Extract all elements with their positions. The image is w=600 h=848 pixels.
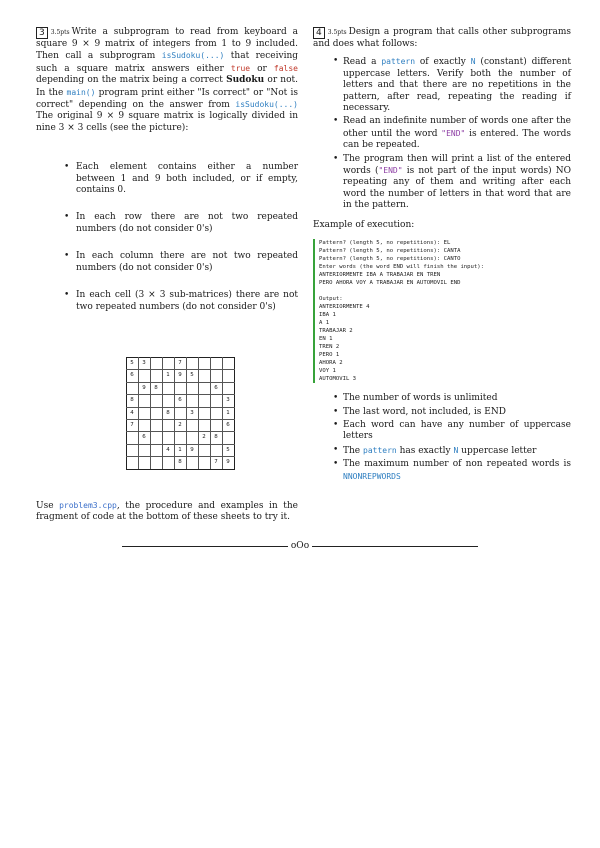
code-n: N xyxy=(470,57,476,67)
sudoku-cell xyxy=(210,419,222,431)
text: of exactly xyxy=(415,57,471,68)
text: or xyxy=(250,63,274,74)
problem-3 xyxy=(36,27,298,523)
sudoku-cell xyxy=(162,395,174,407)
sudoku-cell xyxy=(150,457,162,469)
sudoku-cell xyxy=(222,357,234,369)
problem-number: 4 xyxy=(313,27,325,39)
sudoku-cell xyxy=(138,395,150,407)
requirements-list xyxy=(313,56,571,211)
rule-item: • In each cell (3 × 3 sub-matrices) there are not two repeated numbers (do not consider 0's) xyxy=(64,290,298,313)
sudoku-row xyxy=(126,395,234,407)
sudoku-cell xyxy=(126,457,138,469)
sudoku-cell: 8 xyxy=(126,395,138,407)
sudoku-cell xyxy=(126,382,138,394)
sudoku-cell xyxy=(198,419,210,431)
sudoku-rules-list xyxy=(36,162,298,313)
sudoku-cell xyxy=(222,370,234,382)
sudoku-cell xyxy=(162,432,174,444)
code-issudoku: isSudoku(...) xyxy=(235,100,298,110)
sudoku-cell: 3 xyxy=(186,407,198,419)
divider-mark: oOo xyxy=(290,541,310,551)
sudoku-cell xyxy=(222,432,234,444)
sudoku-row xyxy=(126,444,234,456)
sudoku-cell xyxy=(162,357,174,369)
sudoku-cell xyxy=(150,357,162,369)
sudoku-row xyxy=(126,457,234,469)
sudoku-cell xyxy=(198,444,210,456)
sudoku-cell xyxy=(198,457,210,469)
text: Use xyxy=(36,500,60,511)
sudoku-cell xyxy=(210,395,222,407)
sudoku-cell xyxy=(126,444,138,456)
sudoku-row xyxy=(126,370,234,382)
sudoku-cell: 1 xyxy=(222,407,234,419)
code-pattern: pattern xyxy=(363,445,397,455)
problem-3-statement xyxy=(36,27,298,134)
sudoku-cell xyxy=(174,382,186,394)
sudoku-cell: 6 xyxy=(222,419,234,431)
sudoku-figure xyxy=(62,357,298,470)
sudoku-cell: 4 xyxy=(126,407,138,419)
sudoku-cell: 8 xyxy=(162,407,174,419)
code-end: "END" xyxy=(378,166,403,176)
sudoku-cell: 8 xyxy=(210,432,222,444)
text: , the procedure and examples in the fragment of code at the bottom of these sheets to try it. xyxy=(36,500,298,522)
sudoku-cell: 4 xyxy=(162,444,174,456)
sudoku-cell xyxy=(150,419,162,431)
code-constant: NNONREPWORDS xyxy=(343,471,401,481)
example-label: Example of execution: xyxy=(313,219,415,230)
sudoku-cell xyxy=(174,432,186,444)
sudoku-cell: 1 xyxy=(162,370,174,382)
text: Read an indefinite number of words one after the other until the word xyxy=(343,116,571,139)
note-item xyxy=(333,445,571,457)
divider-rule xyxy=(122,546,288,547)
points-label: 3.5pts xyxy=(50,29,70,36)
sudoku-row xyxy=(126,419,234,431)
notes-list xyxy=(313,393,571,483)
sudoku-cell: 7 xyxy=(210,457,222,469)
sudoku-cell xyxy=(186,357,198,369)
example-code-block: Pattern? (length 5, no repetitions): EL Pattern? (length 5, no repetitions): CANTA Pattern? (length 5, no repetitions): CANTO Enter words (the word END will finish the input): ANTERIORMENTE IBA A TRABAJAR EN TREN PERO AHORA VOY A TRABAJAR EN AUTOMOVIL END Output: ANTERIORMENTE 4 IBA 1 A 1 TRABAJAR 2 EN 1 TREN 2 PERO 1 AHORA 2 VOY 1 AUTOMOVIL 3 xyxy=(313,239,571,383)
text: Design a program that calls other subprograms and does what follows: xyxy=(313,27,571,49)
sudoku-cell xyxy=(210,407,222,419)
rule-item: • In each row there are not two repeated numbers (do not consider 0's) xyxy=(64,212,298,235)
code-end: "END" xyxy=(441,128,466,138)
sudoku-cell xyxy=(210,357,222,369)
sudoku-cell: 2 xyxy=(174,419,186,431)
sudoku-cell xyxy=(198,382,210,394)
sudoku-cell xyxy=(150,370,162,382)
text: The maximum number of non repeated words is xyxy=(343,459,571,470)
sudoku-cell: 6 xyxy=(138,432,150,444)
sudoku-cell xyxy=(150,395,162,407)
divider-rule xyxy=(312,546,478,547)
sudoku-word: Sudoku xyxy=(226,75,265,86)
text: (constant) different uppercase letters. Verify both the number of letters and that there are no repetitions in the pattern, after read, repeating the reading if necessary. xyxy=(343,57,571,114)
sudoku-cell: 5 xyxy=(126,357,138,369)
sudoku-row xyxy=(126,432,234,444)
sudoku-cell: 7 xyxy=(126,419,138,431)
sudoku-cell xyxy=(150,444,162,456)
sudoku-cell: 8 xyxy=(174,457,186,469)
note-item: • The number of words is unlimited xyxy=(333,393,571,404)
code-true: true xyxy=(230,63,251,73)
sudoku-cell xyxy=(198,357,210,369)
text: has exactly xyxy=(396,445,454,456)
sudoku-cell xyxy=(150,432,162,444)
sudoku-cell xyxy=(162,419,174,431)
rule-item: • Each element contains either a number between 1 and 9 both included, or if empty, contains 0. xyxy=(64,162,298,196)
sudoku-cell: 5 xyxy=(186,370,198,382)
section-divider xyxy=(122,540,478,552)
code-pattern: pattern xyxy=(381,57,416,67)
text: Write a subprogram to read from keyboard a square 9 × 9 matrix of integers from 1 to 9 included. Then call a subprogram xyxy=(36,27,298,62)
text: is entered. The words can be repeated. xyxy=(343,128,572,151)
sudoku-cell: 1 xyxy=(174,444,186,456)
sudoku-cell: 5 xyxy=(222,444,234,456)
sudoku-row xyxy=(126,382,234,394)
sudoku-cell: 3 xyxy=(222,395,234,407)
text: The xyxy=(343,445,363,456)
text: is not part of the input words) NO repeating any of them and writing after each word the number of letters in that word that are in the pattern. xyxy=(343,166,571,211)
text: depending on the matrix being a correct xyxy=(36,75,227,86)
sudoku-cell xyxy=(162,382,174,394)
usage-note xyxy=(36,500,298,524)
text: Read a xyxy=(343,57,382,68)
text: The program then will print a list of the entered words ( xyxy=(343,153,571,177)
sudoku-cell xyxy=(186,457,198,469)
sudoku-row xyxy=(126,407,234,419)
sudoku-cell xyxy=(150,407,162,419)
code-false: false xyxy=(273,63,298,73)
sudoku-cell xyxy=(138,370,150,382)
points-label: 3.5pts xyxy=(327,29,347,36)
note-item xyxy=(333,459,571,483)
text: or not. In the xyxy=(36,75,298,98)
sudoku-cell xyxy=(198,395,210,407)
sudoku-cell: 9 xyxy=(222,457,234,469)
sudoku-cell xyxy=(186,395,198,407)
requirement-item xyxy=(333,56,571,114)
rule-item: • In each column there are not two repeated numbers (do not consider 0's) xyxy=(64,251,298,274)
problem-4-statement xyxy=(313,27,571,50)
sudoku-cell: 9 xyxy=(138,382,150,394)
sudoku-cell: 2 xyxy=(198,432,210,444)
code-issudoku: isSudoku(...) xyxy=(161,51,225,61)
sudoku-cell: 7 xyxy=(174,357,186,369)
text: uppercase letter xyxy=(458,445,537,456)
text: The original 9 × 9 square matrix is logically divided in nine 3 × 3 cells (see the picture): xyxy=(36,111,298,133)
sudoku-cell xyxy=(210,370,222,382)
requirement-item xyxy=(333,154,571,212)
sudoku-cell xyxy=(186,432,198,444)
sudoku-cell xyxy=(186,419,198,431)
sudoku-cell xyxy=(162,457,174,469)
text: program print either "Is correct" or "Not is correct" depending on the answer from xyxy=(36,87,299,111)
sudoku-cell xyxy=(222,382,234,394)
requirement-item xyxy=(333,116,571,151)
sudoku-cell xyxy=(126,432,138,444)
sudoku-cell xyxy=(210,444,222,456)
sudoku-cell xyxy=(198,370,210,382)
text: that receiving such a square matrix answers either xyxy=(36,51,299,74)
problem-number: 3 xyxy=(36,27,48,39)
sudoku-cell xyxy=(138,444,150,456)
note-item: • Each word can have any number of uppercase letters xyxy=(333,420,571,443)
code-file: problem3.cpp xyxy=(59,500,117,510)
sudoku-cell: 6 xyxy=(210,382,222,394)
note-item: • The last word, not included, is END xyxy=(333,407,571,418)
sudoku-cell xyxy=(198,407,210,419)
code-main: main() xyxy=(66,87,96,97)
sudoku-grid xyxy=(126,357,235,470)
sudoku-cell: 9 xyxy=(174,370,186,382)
code-n: N xyxy=(453,445,459,455)
sudoku-cell xyxy=(174,407,186,419)
sudoku-cell xyxy=(138,457,150,469)
sudoku-cell: 8 xyxy=(150,382,162,394)
problem-4 xyxy=(313,27,571,483)
sudoku-cell xyxy=(138,407,150,419)
sudoku-cell xyxy=(138,419,150,431)
sudoku-cell xyxy=(186,382,198,394)
sudoku-cell: 6 xyxy=(126,370,138,382)
sudoku-cell: 6 xyxy=(174,395,186,407)
sudoku-cell: 3 xyxy=(138,357,150,369)
sudoku-cell: 9 xyxy=(186,444,198,456)
sudoku-row xyxy=(126,357,234,369)
